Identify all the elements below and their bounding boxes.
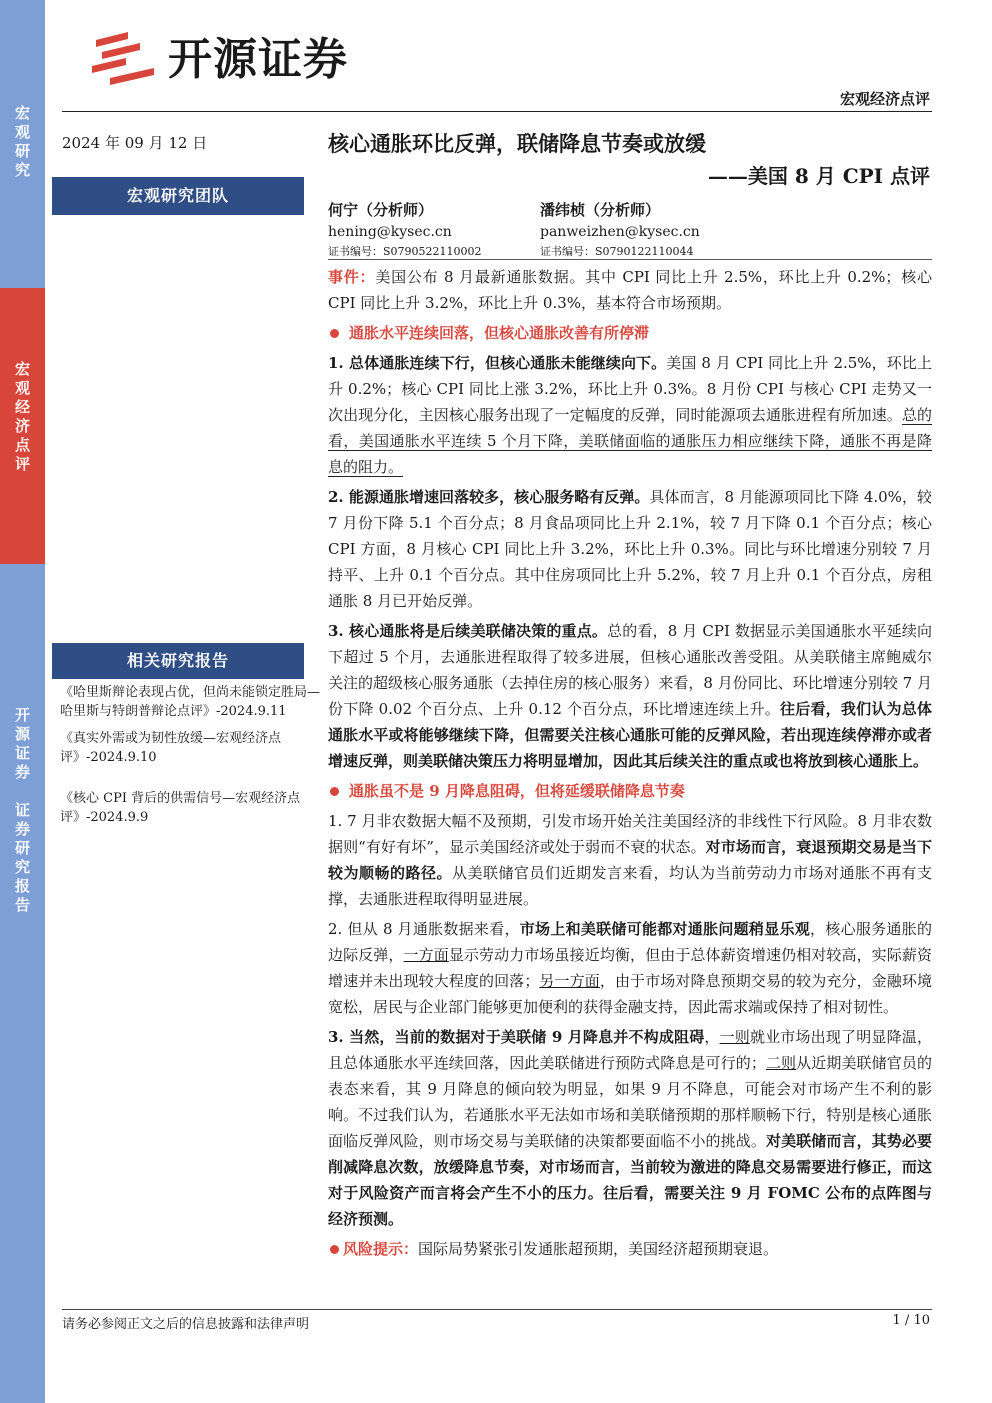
section-heading-1 xyxy=(328,320,932,346)
side-strip-middle-label xyxy=(0,360,45,474)
side-strip-text: 开 源 证 券 证 券 研 究 报 告 xyxy=(14,706,30,914)
analyst-card xyxy=(540,200,700,262)
paragraph-text: 具体而言，8 月能源项同比下降 4.0%，较 7 月份下降 5.1 个百分点；8 月食品项同比上升 2.1%，较 7 月下降 0.1 个百分点；核心 CPI 方面，8 月核心 CPI 同比上升 3.2%，环比上升 0.3%。同比与环比增速分别较 7 月持平、上升 0.1 个百分点。其中住房项同比上升 5.2%，较 7 月上升 0.1 个百分点，房租通胀 8 月已开始反弹。 xyxy=(328,488,932,610)
footer-divider xyxy=(62,1309,932,1310)
analyst-cert: 证书编号：S0790522110002 xyxy=(328,245,482,258)
section-heading-text: 通胀虽不是 9 月降息阻碍，但将延缓联储降息节奏 xyxy=(349,782,685,800)
event-text: 美国公布 8 月最新通胀数据。其中 CPI 同比上升 2.5%，环比上升 0.2%；核心 CPI 同比上升 3.2%，环比上升 0.3%，基本符合市场预期。 xyxy=(328,268,932,312)
paragraph-emphasis: 市场上和美联储可能都对通胀问题稍显乐观 xyxy=(519,920,811,938)
header-divider xyxy=(62,111,932,112)
report-category: 宏观经济点评 xyxy=(839,90,930,108)
paragraph-text: 总的看，8 月 CPI 数据显示美国通胀水平延续向下超过 5 个月，去通胀进程取得了较多进展，但核心通胀改善受阻。从美联储主席鲍威尔关注的超级核心服务通胀（去掉住房的核心服务）来看，8 月份同比、环比增速分别较 7 月份下降 0.02 个百分点、上升 0.12 个百分点，环比增速连续上升。 xyxy=(328,622,932,718)
paragraph-emphasis: 对市场而言，衰退预期交易是当下较为顺畅的路径。 xyxy=(328,838,932,882)
report-subtitle: ——美国 8 月 CPI 点评 xyxy=(707,164,930,188)
related-reports-label: 相关研究报告 xyxy=(52,643,304,679)
analyst-card xyxy=(328,200,482,262)
paragraph-text: 从近期美联储官员的表态来看，其 9 月降息的倾向较为明显，如果 9 月不降息，可能会对市场产生不利的影响。不过我们认为，若通胀水平无法如市场和美联储预期的那样顺畅下行，特别是核心通胀面临反弹风险，则市场交易与美联储的决策都要面临不小的挑战。 xyxy=(328,1054,932,1150)
side-strip-top xyxy=(0,0,45,288)
risk-paragraph xyxy=(328,1236,932,1262)
analyst-divider xyxy=(328,259,932,260)
underlined-text: 二则 xyxy=(765,1054,797,1072)
paragraph-text: 就业市场出现了明显降温，且总体通胀水平连续回落，因此美联储进行预防式降息是可行的； xyxy=(328,1028,932,1072)
underlined-text: 一则 xyxy=(719,1028,750,1046)
related-report-link[interactable]: 《真实外需或为韧性放缓—宏观经济点评》-2024.9.10 xyxy=(60,731,282,765)
related-report-link[interactable]: 《核心 CPI 背后的供需信号—宏观经济点评》-2024.9.9 xyxy=(60,791,301,825)
analyst-email[interactable]: panweizhen@kysec.cn xyxy=(540,224,700,240)
report-body xyxy=(328,264,932,1266)
paragraph-4 xyxy=(328,808,932,912)
analyst-cert: 证书编号：S0790122110044 xyxy=(540,245,694,258)
paragraph-text: ，核心服务通胀的边际反弹， xyxy=(328,920,932,964)
paragraph-text: 1. 7 月非农数据大幅不及预期，引发市场开始关注美国经济的非线性下行风险。8 月非农数据则“有好有坏”，显示美国经济或处于弱而不衰的状态。 xyxy=(328,812,932,856)
brand-name: 开源证券 xyxy=(168,34,348,85)
analyst-email[interactable]: hening@kysec.cn xyxy=(328,224,452,240)
team-label: 宏观研究团队 xyxy=(52,177,304,215)
side-strip-text: 宏 观 经 济 点 评 xyxy=(14,360,30,473)
paragraph-lead: 1. 总体通胀连续下行，但核心通胀未能继续向下。 xyxy=(328,354,667,372)
side-strip-bottom xyxy=(0,564,45,1403)
paragraph-3 xyxy=(328,618,932,774)
section-heading-text: 通胀水平连续回落，但核心通胀改善有所停滞 xyxy=(349,324,650,342)
paragraph-text: 美国 8 月 CPI 同比上升 2.5%，环比上升 0.2%；核心 CPI 同比上涨 3.2%，环比上升 0.3%。8 月份 CPI 与核心 CPI 走势又一次出现分化，主因核心服务出现了一定幅度的反弹，同时能源项去通胀进程有所加速。 xyxy=(328,354,932,424)
paragraph-conclusion: 往后看，我们认为总体通胀水平或将能够继续下降，但需要关注核心通胀可能的反弹风险，若出现连续停滞亦或者增速反弹，则美联储决策压力将明显增加，因此其后续关注的重点或也将放到核心通胀上。 xyxy=(328,700,932,770)
side-strip-text: 宏 观 研 究 xyxy=(14,104,30,179)
side-strip-middle xyxy=(0,288,45,564)
paragraph-highlight: 总的看，美国通胀水平连续 5 个月下降，美联储面临的通胀压力相应继续下降，通胀不再是降息的阻力。 xyxy=(328,406,932,476)
footer-disclaimer: 请务必参阅正文之后的信息披露和法律声明 xyxy=(62,1317,310,1332)
side-strip-bottom-label xyxy=(0,706,45,915)
paragraph-text: ，由于市场对降息预期交易的较为充分，金融环境宽松，居民与企业部门能够更加便利的获得金融支持，因此需求端或保持了相对韧性。 xyxy=(328,972,932,1016)
risk-label: 风险提示： xyxy=(343,1240,419,1258)
related-report-link[interactable]: 《哈里斯辩论表现占优，但尚未能锁定胜局—哈里斯与特朗普辩论点评》-2024.9.11 xyxy=(60,685,321,719)
analyst-name: 何宁（分析师） xyxy=(328,201,434,219)
underlined-text: 一方面 xyxy=(403,946,449,964)
side-strip-top-label xyxy=(0,104,45,180)
analyst-name: 潘纬桢（分析师） xyxy=(540,201,661,219)
risk-text: 国际局势紧张引发通胀超预期，美国经济超预期衰退。 xyxy=(418,1240,779,1258)
paragraph-lead: 3. 当然，当前的数据对于美联储 9 月降息并不构成阻碍 xyxy=(328,1028,705,1046)
bullet-dot-icon xyxy=(330,1245,339,1254)
page-number: 1 / 10 xyxy=(892,1313,930,1328)
paragraph-conclusion: 对美联储而言，其势必要削减降息次数，放缓降息节奏，对市场而言，当前较为激进的降息交易需要进行修正，而这对于风险资产而言将会产生不小的压力。往后看，需要关注 9 月 FOMC 公布的点阵图与经济预测。 xyxy=(328,1132,932,1228)
paragraph-text: 显示劳动力市场虽接近均衡，但由于总体薪资增速仍相对较高，实际薪资增速并未出现较大程度的回落； xyxy=(328,946,932,990)
paragraph-6 xyxy=(328,1024,932,1232)
paragraph-2 xyxy=(328,484,932,614)
paragraph-lead: 3. 核心通胀将是后续美联储决策的重点。 xyxy=(328,622,608,640)
report-date: 2024 年 09 月 12 日 xyxy=(62,134,208,152)
event-label: 事件： xyxy=(328,268,376,286)
event-paragraph xyxy=(328,264,932,316)
underlined-text: 另一方面 xyxy=(539,972,600,990)
paragraph-text: ， xyxy=(704,1028,720,1046)
related-reports-list xyxy=(60,683,322,835)
bullet-dot-icon xyxy=(330,329,339,338)
paragraph-1 xyxy=(328,350,932,480)
report-title: 核心通胀环比反弹，联储降息节奏或放缓 xyxy=(328,131,706,156)
brand-logo-icon xyxy=(88,30,162,86)
bullet-dot-icon xyxy=(330,787,339,796)
paragraph-text: 2. 但从 8 月通胀数据来看， xyxy=(328,920,520,938)
paragraph-5 xyxy=(328,916,932,1020)
paragraph-lead: 2. 能源通胀增速回落较多，核心服务略有反弹。 xyxy=(328,488,650,506)
section-heading-2 xyxy=(328,778,932,804)
paragraph-text: 从美联储官员们近期发言来看，均认为当前劳动力市场对通胀不再有支撑，去通胀进程取得明显进展。 xyxy=(328,864,932,908)
